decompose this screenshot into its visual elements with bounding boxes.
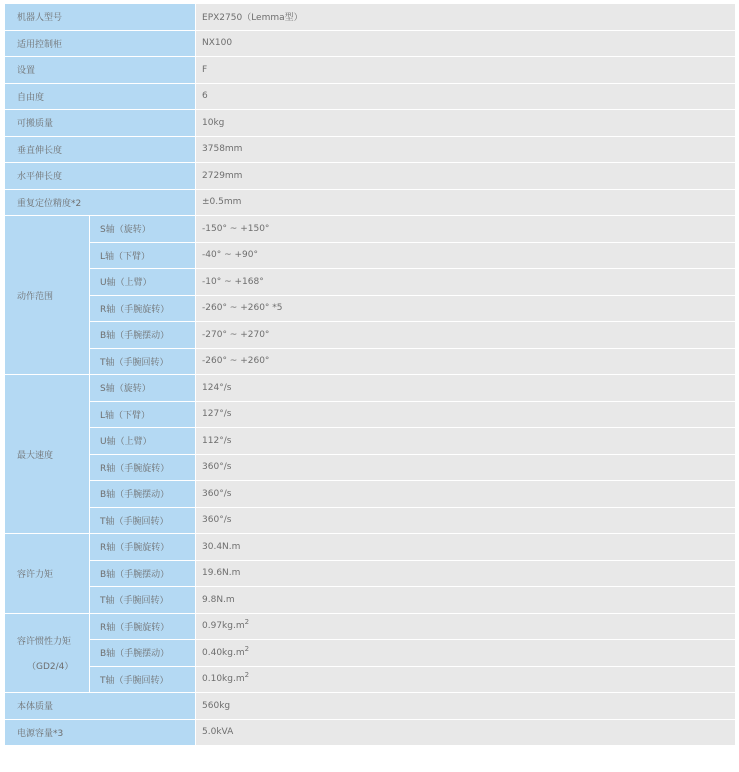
- spec-row-horizontal-reach: [5, 163, 736, 190]
- spec-row-speed-s: [5, 375, 736, 402]
- axis-label: U轴（上臂）: [90, 269, 196, 296]
- spec-table: [4, 3, 736, 746]
- axis-label: T轴（手腕回转）: [90, 507, 196, 534]
- spec-row-controller: [5, 30, 736, 57]
- spec-row-mass: [5, 693, 736, 720]
- axis-label: L轴（下臂）: [90, 401, 196, 428]
- inertia-value: 0.10kg.m: [202, 674, 245, 685]
- axis-label: R轴（手腕旋转）: [90, 534, 196, 561]
- row-label: 机器人型号: [5, 4, 196, 31]
- row-value: 3758mm: [196, 136, 736, 163]
- spec-row-motion-l: [5, 242, 736, 269]
- row-value: 560kg: [196, 693, 736, 720]
- axis-value: [196, 640, 736, 667]
- axis-value: 112°/s: [196, 428, 736, 455]
- axis-value: -260° ~ +260° *5: [196, 295, 736, 322]
- axis-value: 360°/s: [196, 507, 736, 534]
- axis-label: T轴（手腕回转）: [90, 666, 196, 693]
- spec-row-speed-b: [5, 481, 736, 508]
- spec-row-motion-r: [5, 295, 736, 322]
- spec-row-speed-l: [5, 401, 736, 428]
- row-label: 设置: [5, 57, 196, 84]
- group-label-inertia-title: 容许惯性力矩: [17, 636, 72, 647]
- row-label: 适用控制柜: [5, 30, 196, 57]
- axis-label: L轴（下臂）: [90, 242, 196, 269]
- axis-label: B轴（手腕摆动）: [90, 322, 196, 349]
- axis-label: U轴（上臂）: [90, 428, 196, 455]
- group-label-torque: 容许力矩: [5, 534, 90, 614]
- axis-value: 124°/s: [196, 375, 736, 402]
- spec-row-dof: [5, 83, 736, 110]
- spec-row-model: [5, 4, 736, 31]
- spec-row-motion-t: [5, 348, 736, 375]
- spec-row-inertia-r: [5, 613, 736, 640]
- axis-label: T轴（手腕回转）: [90, 348, 196, 375]
- row-value: 6: [196, 83, 736, 110]
- axis-label: R轴（手腕旋转）: [90, 295, 196, 322]
- axis-value: 19.6N.m: [196, 560, 736, 587]
- spec-row-speed-r: [5, 454, 736, 481]
- spec-row-install: [5, 57, 736, 84]
- axis-label: R轴（手腕旋转）: [90, 613, 196, 640]
- axis-value: 360°/s: [196, 454, 736, 481]
- axis-label: B轴（手腕摆动）: [90, 640, 196, 667]
- axis-value: -270° ~ +270°: [196, 322, 736, 349]
- axis-value: 9.8N.m: [196, 587, 736, 614]
- inertia-unit-sup: 2: [244, 671, 250, 680]
- spec-row-power: [5, 719, 736, 746]
- axis-label: S轴（旋转）: [90, 375, 196, 402]
- spec-row-repeatability: [5, 189, 736, 216]
- spec-row-torque-b: [5, 560, 736, 587]
- row-value: 10kg: [196, 110, 736, 137]
- spec-row-inertia-b: [5, 640, 736, 667]
- spec-row-speed-t: [5, 507, 736, 534]
- inertia-value: 0.40kg.m: [202, 647, 245, 658]
- axis-value: -10° ~ +168°: [196, 269, 736, 296]
- axis-value: 360°/s: [196, 481, 736, 508]
- axis-value: 30.4N.m: [196, 534, 736, 561]
- spec-row-motion-u: [5, 269, 736, 296]
- spec-row-motion-b: [5, 322, 736, 349]
- spec-row-torque-r: [5, 534, 736, 561]
- axis-value: 127°/s: [196, 401, 736, 428]
- axis-value: [196, 613, 736, 640]
- inertia-value: 0.97kg.m: [202, 621, 245, 632]
- row-label: 可搬质量: [5, 110, 196, 137]
- spec-row-motion-s: [5, 216, 736, 243]
- row-value: NX100: [196, 30, 736, 57]
- row-value: F: [196, 57, 736, 84]
- inertia-unit-sup: 2: [244, 644, 250, 653]
- row-label: 本体质量: [5, 693, 196, 720]
- axis-label: S轴（旋转）: [90, 216, 196, 243]
- group-label-max-speed: 最大速度: [5, 375, 90, 534]
- group-label-inertia-sub: （GD2/4）: [27, 661, 74, 672]
- axis-value: -40° ~ +90°: [196, 242, 736, 269]
- row-value: 2729mm: [196, 163, 736, 190]
- row-value: 5.0kVA: [196, 719, 736, 746]
- spec-row-vertical-reach: [5, 136, 736, 163]
- row-label: 垂直伸长度: [5, 136, 196, 163]
- row-value: EPX2750（Lemma型）: [196, 4, 736, 31]
- row-label: 重复定位精度*2: [5, 189, 196, 216]
- row-label: 水平伸长度: [5, 163, 196, 190]
- axis-value: [196, 666, 736, 693]
- axis-label: B轴（手腕摆动）: [90, 481, 196, 508]
- spec-row-speed-u: [5, 428, 736, 455]
- axis-label: T轴（手腕回转）: [90, 587, 196, 614]
- axis-label: B轴（手腕摆动）: [90, 560, 196, 587]
- axis-value: -260° ~ +260°: [196, 348, 736, 375]
- row-label: 自由度: [5, 83, 196, 110]
- axis-label: R轴（手腕旋转）: [90, 454, 196, 481]
- spec-row-inertia-t: [5, 666, 736, 693]
- row-label: 电源容量*3: [5, 719, 196, 746]
- group-label-inertia: [5, 613, 90, 693]
- axis-value: -150° ~ +150°: [196, 216, 736, 243]
- spec-row-payload: [5, 110, 736, 137]
- group-label-motion-range: 动作范围: [5, 216, 90, 375]
- spec-row-torque-t: [5, 587, 736, 614]
- row-value: ±0.5mm: [196, 189, 736, 216]
- inertia-unit-sup: 2: [244, 618, 250, 627]
